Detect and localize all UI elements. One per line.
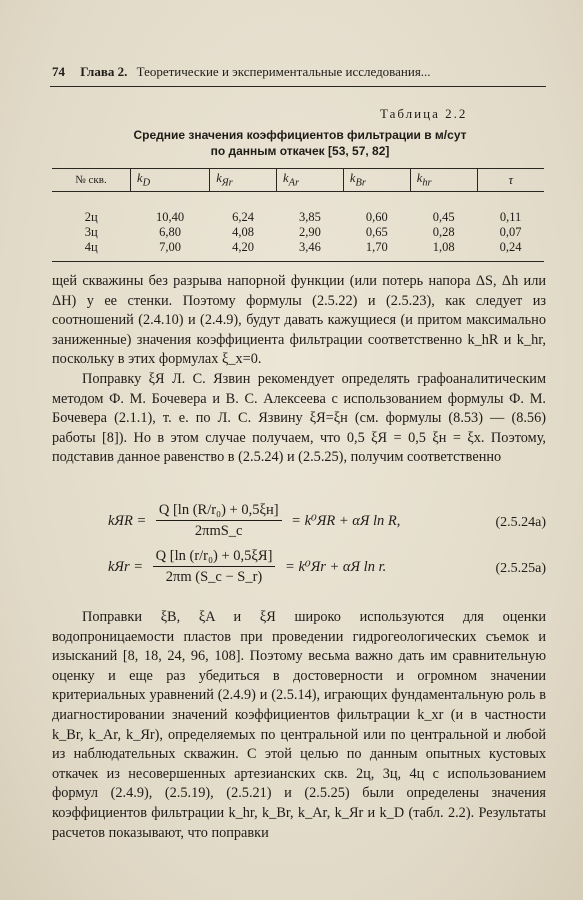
- table-caption-line1: Средние значения коэффициентов фильтрации в м/сут: [133, 128, 467, 142]
- table-cell: 0,45: [432, 210, 455, 224]
- equation-1-formula: [108, 502, 400, 540]
- table-cell: 1,08: [410, 240, 477, 262]
- table-cell: 2,90: [299, 225, 321, 239]
- table-caption: [80, 127, 520, 159]
- paragraph-3-text: Поправки ξB, ξA и ξЯ широко используются для оценки водопроницаемости пластов при проведении гидрогеологических съемок и изысканий [8, 18, 24, 96, 108]. Поэтому весьма важно дать им сравнительную оценку и еще раз убедиться в достоверности и огромном значении критериальных уравнений (2.4.9) и (2.5.14), играющих фундаментальную роль в диагностировании значений коэффициентов фильтрации k_xr (и в частности k_Br, k_Ar, k_Яr), определяемых по центральной или по центральной и любой из наблюдательных скважин. С этой целью по данным опытных кустовых откачек из несовершенных артезианских скв. 2ц, 3ц, 4ц с использованием формул (2.4.9), (2.5.19), (2.5.21) и (2.5.25) были определены значения коэффициентов фильтрации k_hr, k_Br, k_Ar, k_Яr и k_D (табл. 2.2). Результаты расчетов показывают, что поправки: [52, 609, 546, 841]
- table-cell: 0,60: [365, 210, 388, 224]
- header-rule: [50, 86, 546, 87]
- equation-2-5-24a: [52, 502, 546, 548]
- col-header-kbr: $k_{Br}$: [343, 169, 410, 192]
- paragraph-2: [52, 370, 546, 468]
- equation-1-numerator: Q [ln (R/r₀) + 0,5ξн]: [156, 502, 282, 521]
- col-header-well: № скв.: [52, 169, 131, 192]
- equation-2-5-25a: [52, 548, 546, 594]
- col-header-kar: $k_{Ar}$: [277, 169, 344, 192]
- table-cell: 3,46: [277, 240, 344, 262]
- equation-2-lhs: kЯr =: [108, 558, 144, 575]
- equation-1-fraction: [156, 502, 282, 540]
- table-row: [52, 225, 544, 240]
- running-header: [52, 64, 542, 80]
- col-header-khr: $k_{hr}$: [410, 169, 477, 192]
- table-label: Таблица 2.2: [380, 106, 468, 121]
- table-caption-line2: по данным откачек [53, 57, 82]: [210, 144, 390, 158]
- equation-1-number: (2.5.24a): [495, 515, 546, 530]
- table-cell: 0,65: [365, 225, 388, 239]
- col-header-tau: τ: [477, 169, 544, 192]
- col-header-kd: $k_D$: [131, 169, 210, 192]
- col-header-kyar: $k_{Яr}$: [210, 169, 277, 192]
- paragraph-1-text: щей скважины без разрыва напорной функции (или потерь напора ΔS, Δh или ΔH) у ее стенки. Поэтому формулы (2.5.22) и (2.5.23), как следует из соотношений (2.4.10) и (2.4.9), будут давать кажущиеся (и притом максимально заниженные) значения коэффициента фильтрации соответственно k_hR и k_hr, поскольку в этих формулах ξ_x=0.: [52, 273, 546, 368]
- equation-2-rhs: = k⁰Яr + αЯ ln r.: [285, 558, 387, 575]
- table-cell: 1,70: [343, 240, 410, 262]
- table-cell: 0,24: [477, 240, 544, 262]
- equation-1-denominator: 2πmS_c: [194, 523, 243, 539]
- table-cell: 2ц: [84, 210, 98, 224]
- table-cell: 7,00: [131, 240, 210, 262]
- table-row: [52, 240, 544, 262]
- table-header-row: [52, 169, 544, 192]
- equation-2-numerator: Q [ln (r/r₀) + 0,5ξЯ]: [153, 548, 276, 567]
- paragraph-3: [52, 608, 546, 843]
- table-cell: 4,08: [232, 225, 255, 239]
- equation-2-denominator: 2πm (S_c − S_r): [165, 569, 263, 585]
- equation-1-lhs: kЯR =: [108, 512, 147, 529]
- equation-1-rhs: = k⁰ЯR + αЯ ln R,: [291, 512, 401, 529]
- table-cell: 3,85: [299, 210, 321, 224]
- table-cell: 6,80: [159, 225, 182, 239]
- chapter-title: Теоретические и экспериментальные исследования...: [136, 64, 431, 79]
- page-number: 74: [52, 64, 65, 79]
- table-row: [52, 192, 544, 226]
- equation-2-fraction: [153, 548, 276, 586]
- chapter-label: Глава 2.: [80, 64, 128, 79]
- table-cell: 6,24: [232, 210, 255, 224]
- table-cell: 4,20: [210, 240, 277, 262]
- table-cell: 0,11: [499, 210, 522, 224]
- table-cell: 0,28: [432, 225, 455, 239]
- equation-2-number: (2.5.25a): [495, 561, 546, 576]
- equation-2-formula: [108, 548, 386, 586]
- table-cell: 10,40: [156, 210, 185, 224]
- table-cell: 0,07: [499, 225, 522, 239]
- table-cell: 3ц: [84, 225, 98, 239]
- paragraph-1: [52, 272, 546, 370]
- table-cell: 4ц: [52, 240, 131, 262]
- paragraph-2-text: Поправку ξЯ Л. С. Язвин рекомендует определять графоаналитическим методом Ф. М. Бочевера и В. С. Алексеева с использованием формулы Ф. М. Бочевера (2.1.1), т. е. по Л. С. Язвину ξЯ=ξн (см. формулы (8.53) — (8.56) работы [8]). Но в этом случае получаем, что 0,5 ξЯ = 0,5 ξн = ξx. Поэтому, подставив данное равенство в (2.5.24) и (2.5.25), получим соответственно: [52, 371, 546, 466]
- coefficients-table: [52, 168, 544, 262]
